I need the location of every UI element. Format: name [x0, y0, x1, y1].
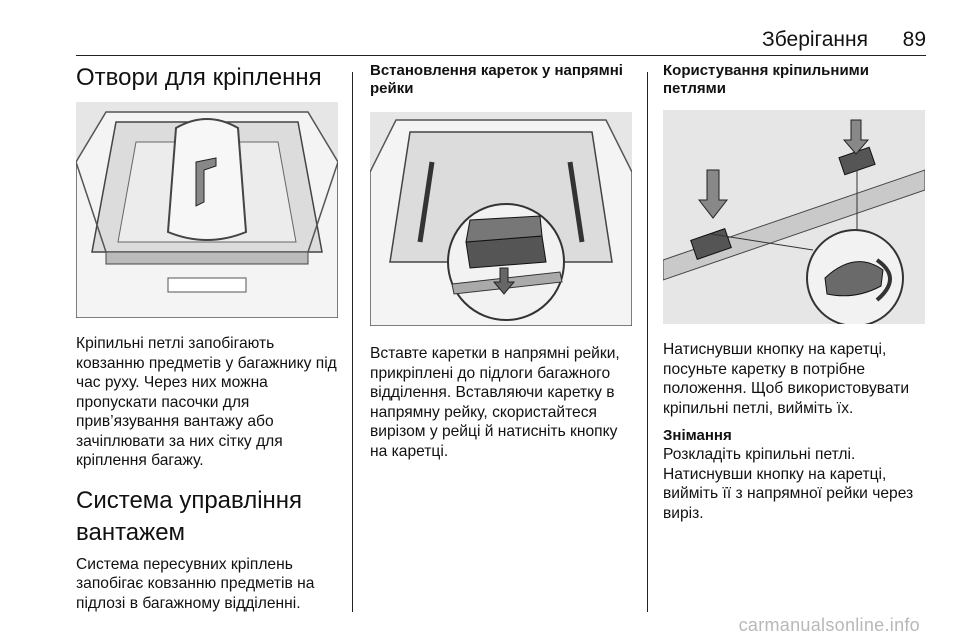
- column-3: [663, 62, 927, 523]
- section-title-anchor-points: Отвори для кріплення: [76, 64, 322, 91]
- column-2: [370, 62, 634, 461]
- section-title-cargo-system: Система управління вантажем: [76, 486, 303, 546]
- section-title-installing-carriages: Встановлення кареток у напрямні рейки: [370, 62, 623, 97]
- anchor-points-description: Кріпильні петлі запобігають ковзанню предметів у багажнику під час руху. Через них можна пропускати пасочки для прив’язування вантажу або зачіплювати за них сітку для кріплення багажу.: [76, 335, 337, 469]
- carriage-install-illustration: [370, 112, 632, 326]
- header-title: Зберігання: [762, 28, 868, 51]
- column-divider-2: [647, 72, 648, 612]
- column-1: [76, 62, 338, 613]
- anchor-loop-usage-illustration: [663, 110, 925, 324]
- subsection-title-removal: Знімання: [663, 427, 732, 444]
- page-number: 89: [902, 28, 926, 51]
- cargo-system-description: Система пересувних кріплень запобігає ковзанню предметів на підлозі в багажному відділенні.: [76, 555, 315, 612]
- removal-description: Розкладіть кріпильні петлі. Натиснувши кнопку на каретці, вийміть її з напрямної рейки через виріз.: [663, 446, 914, 522]
- install-carriages-description: Вставте каретки в напрямні рейки, прикріплені до підлоги багажного відділення. Вставляючи каретку в напрямну рейку, скористайтеся вирізом у рейці й натисніть кнопку на каретці.: [370, 345, 620, 460]
- watermark: carmanualsonline.info: [738, 615, 920, 635]
- using-loops-description: Натиснувши кнопку на каретці, посуньте каретку в потрібне положення. Щоб використовувати кріпильні петлі, вийміть їх.: [663, 341, 910, 417]
- trunk-anchor-illustration: [76, 102, 338, 318]
- section-title-using-anchor-loops: Користування кріпильними петлями: [663, 62, 869, 97]
- column-divider-1: [352, 72, 353, 612]
- header-rule: [76, 55, 926, 56]
